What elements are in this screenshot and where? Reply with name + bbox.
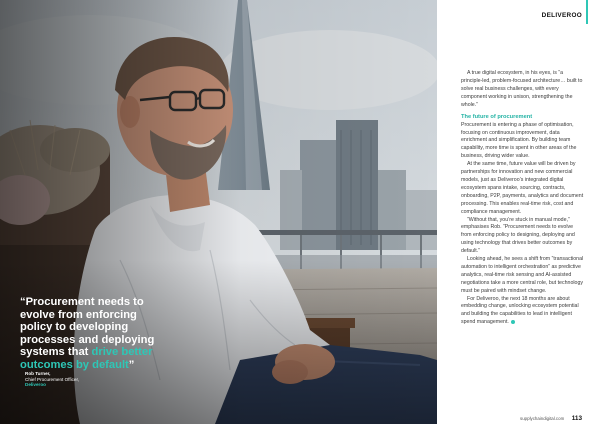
article-paragraph-3: “Without that, you’re stuck in manual mode,” emphasises Rob. “Procurement needs to evolve from enforcing policy to designing, deploying and using technology that drives better outcomes by default.” [461, 216, 575, 255]
article-paragraph-4: Looking ahead, he sees a shift from “transactional automation to intelligent orchestration” as predictive analytics, real-time risk sensing and AI-assisted negotiations take a more central role, but technology must be paired with mindset change. [461, 256, 584, 294]
pull-quote-close: ” [128, 358, 135, 371]
article-paragraph-2: At the same time, future value will be driven by partnerships for innovation and new commercial models, just as Deliveroo’s integrated digital ecosystem spans intake, sourcing, contracts, onboarding, P2P, payments, analytics and document processing. This enables real-time risk, cost and compliance management. [461, 161, 584, 215]
quote-attribution [25, 371, 135, 388]
attribution-name: Rob Turner, [25, 371, 51, 376]
end-mark-icon [511, 320, 515, 324]
article-body [461, 70, 585, 327]
page-footer [520, 407, 582, 425]
section-heading: The future of procurement [461, 114, 533, 121]
brand-label: DELIVEROO [541, 12, 582, 19]
footer-url[interactable]: supplychaindigital.com [520, 416, 565, 421]
pull-quote-text: “Procurement needs to evolve from enforcing policy to developing processes and deploying systems that [20, 296, 155, 359]
pull-quote-highlight: drive better outcomes by default [20, 346, 153, 371]
article-paragraph-5 [461, 296, 585, 328]
article-paragraph-5-text: For Deliveroo, the next 18 months are about embedding change, unlocking ecosystem potential and building the capabilities to lead in intelligent spend management. [461, 295, 579, 326]
article-paragraph-1: Procurement is entering a phase of optimisation, focusing on continuous improvement, data enrichment and simplification. By building team capability, more time is spent in other areas of the business, driving wider value. [461, 121, 577, 160]
accent-rule [586, 0, 588, 24]
pull-quote [20, 296, 170, 372]
attribution-company: Deliveroo [25, 382, 46, 388]
article-column [437, 0, 600, 424]
page-number: 113 [571, 415, 582, 422]
attribution-title: Chief Procurement Officer, [25, 376, 80, 382]
article-intro: A true digital ecosystem, in his eyes, is “a principle-led, problem-focused architecture… built to solve real business challenges, with every component working in unison, strengthening the whole.” [461, 70, 583, 108]
